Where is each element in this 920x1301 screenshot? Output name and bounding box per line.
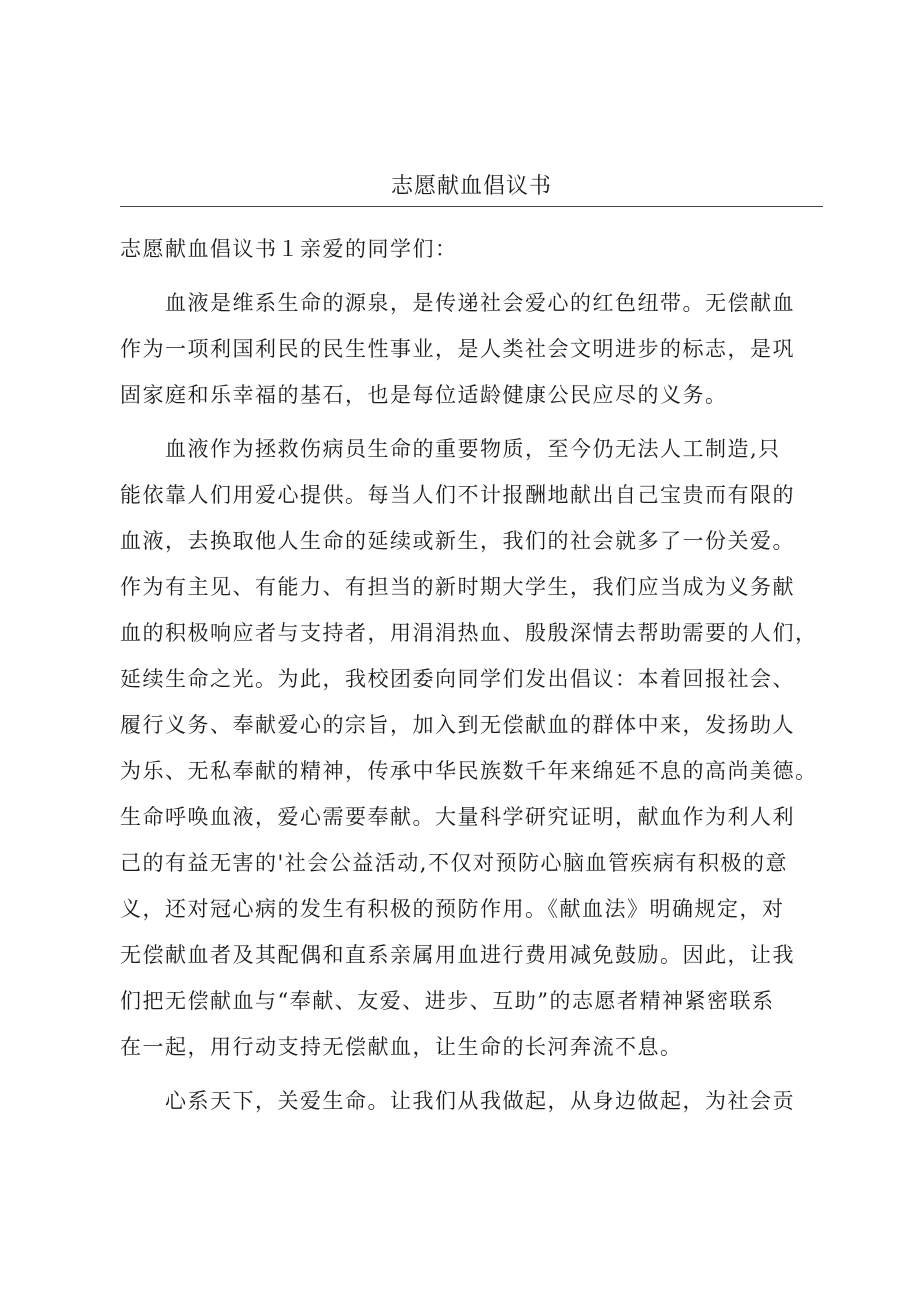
text-line: 们把无偿献血与“奉献、友爱、进步、互助”的志愿者精神紧密联系 bbox=[120, 989, 775, 1013]
text-line: 无偿献血者及其配偶和直系亲属用血进行费用减免鼓励。因此，让我 bbox=[120, 943, 795, 967]
document-body bbox=[120, 226, 835, 1124]
text-line: 作为一项利国利民的民生性事业，是人类社会文明进步的标志，是巩 bbox=[120, 337, 795, 361]
text-line: 生命呼唤血液，爱心需要奉献。大量科学研究证明，献血作为利人利 bbox=[120, 805, 795, 829]
text-line: 义，还对冠心病的发生有积极的预防作用。《献血法》明确规定，对 bbox=[120, 897, 785, 921]
salutation-line: 志愿献血倡议书１亲爱的同学们： bbox=[120, 237, 458, 261]
text-line: 血液作为拯救伤病员生命的重要物质，至今仍无法人工制造,只 bbox=[120, 437, 781, 461]
text-line: 能依靠人们用爱心提供。每当人们不计报酬地献出自己宝贵而有限的 bbox=[120, 483, 795, 507]
text-line: 为乐、无私奉献的精神，传承中华民族数千年来绵延不息的高尚美德。 bbox=[120, 759, 818, 783]
text-line: 履行义务、奉献爱心的宗旨，加入到无偿献血的群体中来，发扬助人 bbox=[120, 713, 795, 737]
text-line: 在一起，用行动支持无偿献血，让生命的长河奔流不息。 bbox=[120, 1035, 683, 1059]
text-line: 血的积极响应者与支持者，用涓涓热血、殷殷深情去帮助需要的人们， bbox=[120, 621, 818, 645]
text-line: 固家庭和乐幸福的基石，也是每位适龄健康公民应尽的义务。 bbox=[120, 383, 728, 407]
text-line: 血液，去换取他人生命的延续或新生，我们的社会就多了一份关爱。 bbox=[120, 529, 795, 553]
text-line: 己的有益无害的'社会公益活动,不仅对预防心脑血管疾病有积极的意 bbox=[120, 851, 788, 875]
text-line: 延续生命之光。为此，我校团委向同学们发出倡议：本着回报社会、 bbox=[120, 667, 795, 691]
title-underline bbox=[120, 206, 823, 207]
text-line: 作为有主见、有能力、有担当的新时期大学生，我们应当成为义务献 bbox=[120, 575, 795, 599]
document-title: 志愿献血倡议书 bbox=[390, 174, 552, 199]
text-line: 心系天下，关爱生命。让我们从我做起，从身边做起，为社会贡 bbox=[120, 1089, 795, 1113]
text-line: 血液是维系生命的源泉，是传递社会爱心的红色纽带。无偿献血 bbox=[120, 291, 795, 315]
